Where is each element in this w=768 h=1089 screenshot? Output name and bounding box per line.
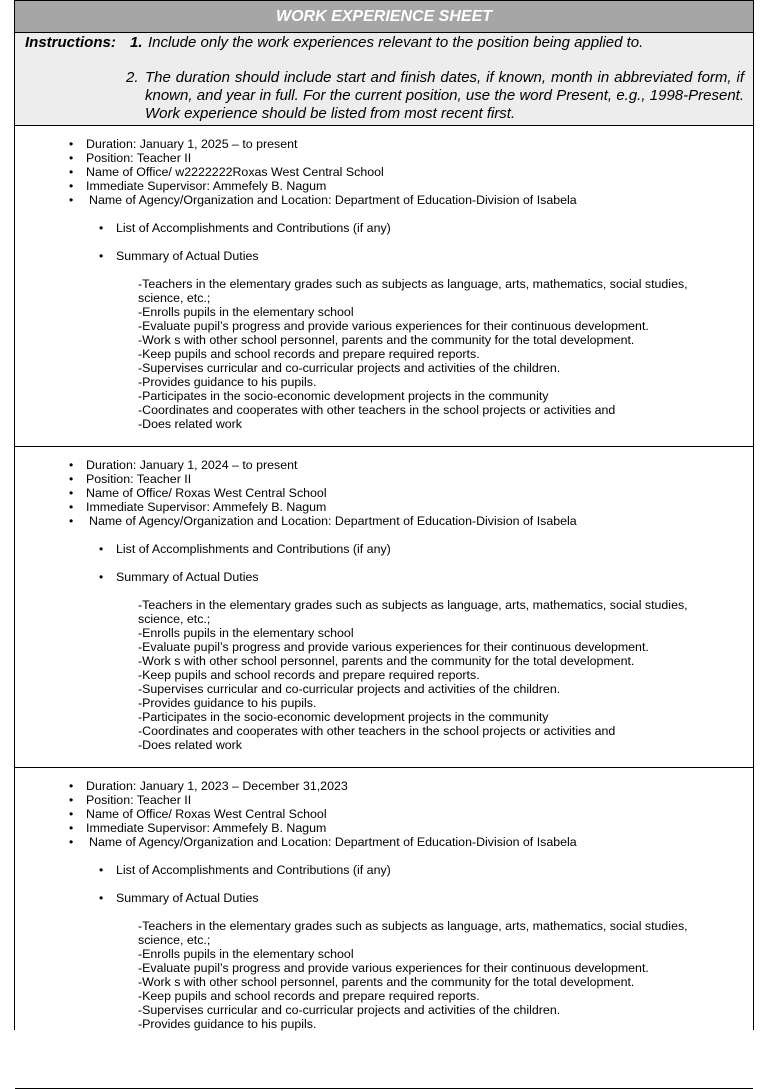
duty-line: -Supervises curricular and co-curricular projects and activities of the children. [138,682,561,696]
bullet-icon: • [69,500,74,515]
duty-line: -Provides guidance to his pupils. [138,696,317,710]
entry-agency: Name of Agency/Organization and Location: Department of Education-Division of Isabela [89,193,577,208]
entry-summary-item [95,249,259,263]
bullet-icon: • [99,863,104,877]
entry-accomplishments-item [95,221,391,235]
instructions-panel [15,33,753,126]
bullet-icon: • [69,807,74,822]
bullet-icon: • [99,221,104,235]
duty-line: -Coordinates and cooperates with other teachers in the school projects or activities and [138,724,616,738]
entry-supervisor-item [66,500,577,514]
duty-line: -Teachers in the elementary grades such as subjects as language, arts, mathematics, social studies, science, etc.; [138,277,688,305]
entry-accomplishments-list [95,221,391,235]
entry-office: Name of Office/ Roxas West Central School [86,486,327,501]
work-experience-entry [15,768,753,1089]
entry-duration-item [66,458,577,472]
entry-accomplishments-label: List of Accomplishments and Contributions (if any) [116,542,391,556]
entry-summary-label: Summary of Actual Duties [116,891,259,905]
entry-agency: Name of Agency/Organization and Location: Department of Education-Division of Isabela [89,514,577,529]
duty-line: -Work s with other school personnel, parents and the community for the total development. [138,333,635,347]
bullet-icon: • [69,151,74,166]
work-experience-sheet [14,0,754,1030]
bullet-icon: • [99,570,104,584]
entry-supervisor-item [66,179,577,193]
work-experience-entry [15,126,753,447]
duty-line: -Supervises curricular and co-curricular projects and activities of the children. [138,1003,561,1017]
bullet-icon: • [69,793,74,808]
duty-line: -Enrolls pupils in the elementary school [138,626,354,640]
sheet-title: WORK EXPERIENCE SHEET [14,0,754,33]
entry-summary-item [95,570,259,584]
entry-position: Position: Teacher II [86,793,192,808]
entry-accomplishments-label: List of Accomplishments and Contributions (if any) [116,863,391,877]
bullet-icon: • [69,193,74,208]
duty-line: -Supervises curricular and co-curricular projects and activities of the children. [138,361,561,375]
duties-list [138,277,728,431]
duty-line: -Evaluate pupil’s progress and provide various experiences for their continuous development. [138,961,649,975]
entry-accomplishments-list [95,542,391,556]
entry-position-item [66,151,577,165]
duty-line: -Provides guidance to his pupils. [138,1017,317,1031]
entry-office-item [66,486,577,500]
bullet-icon: • [69,779,74,793]
entry-office: Name of Office/ w2222222Roxas West Central School [86,165,384,180]
entry-duration-item [66,779,577,793]
entry-position-item [66,472,577,486]
duty-line: -Participates in the socio-economic development projects in the community [138,389,549,403]
bullet-icon: • [69,486,74,501]
duty-line: -Does related work [138,738,242,752]
entry-office-item [66,807,577,821]
entry-accomplishments-label: List of Accomplishments and Contributions (if any) [116,221,391,235]
entry-accomplishments-list [95,863,391,877]
entry-summary-item [95,891,259,905]
bullet-icon: • [69,514,74,529]
entry-position: Position: Teacher II [86,472,192,487]
instruction-text-2: The duration should include start and finish dates, if known, month in abbreviated form, if known, and year in full. For the current position, use the word Present, e.g., 1998-Present. Work experience should be listed from most recent first. [145,69,744,122]
entry-summary-list [95,570,259,584]
bullet-icon: • [99,542,104,556]
duty-line: -Does related work [138,417,242,431]
duties-list [138,919,728,1031]
entry-details-list [66,137,577,207]
entry-agency-item [66,193,577,207]
work-experience-entry [15,447,753,768]
bullet-icon: • [69,458,74,472]
entry-agency-item [66,835,577,849]
entry-summary-list [95,891,259,905]
duty-line: -Participates in the socio-economic development projects in the community [138,710,549,724]
entry-supervisor: Immediate Supervisor: Ammefely B. Nagum [86,179,327,194]
work-experience-entries [15,126,753,1089]
duty-line: -Provides guidance to his pupils. [138,375,317,389]
entry-supervisor: Immediate Supervisor: Ammefely B. Nagum [86,500,327,515]
bullet-icon: • [69,165,74,180]
duty-line: -Keep pupils and school records and prepare required reports. [138,668,480,682]
entry-summary-label: Summary of Actual Duties [116,249,259,263]
entry-summary-label: Summary of Actual Duties [116,570,259,584]
duty-line: -Evaluate pupil’s progress and provide various experiences for their continuous development. [138,640,649,654]
bullet-icon: • [69,179,74,194]
entry-position-item [66,793,577,807]
entry-summary-list [95,249,259,263]
instruction-text-1: Include only the work experiences relevant to the position being applied to. [148,34,644,51]
entry-agency: Name of Agency/Organization and Location: Department of Education-Division of Isabela [89,835,577,850]
instructions-label: Instructions: [25,34,116,51]
duty-line: -Teachers in the elementary grades such as subjects as language, arts, mathematics, social studies, science, etc.; [138,919,688,947]
bullet-icon: • [69,472,74,487]
instruction-number-1: 1. [130,34,143,51]
instruction-number-2: 2. [126,69,139,86]
entry-duration: Duration: January 1, 2024 – to present [86,458,298,472]
bullet-icon: • [69,137,74,151]
duty-line: -Work s with other school personnel, parents and the community for the total development. [138,654,635,668]
bullet-icon: • [69,835,74,850]
duty-line: -Evaluate pupil’s progress and provide various experiences for their continuous development. [138,319,649,333]
entry-supervisor: Immediate Supervisor: Ammefely B. Nagum [86,821,327,836]
duty-line: -Keep pupils and school records and prepare required reports. [138,347,480,361]
entry-details-list [66,458,577,528]
entry-accomplishments-item [95,542,391,556]
duty-line: -Teachers in the elementary grades such as subjects as language, arts, mathematics, social studies, science, etc.; [138,598,688,626]
duties-list [138,598,728,752]
bullet-icon: • [99,891,104,905]
duty-line: -Enrolls pupils in the elementary school [138,947,354,961]
entry-office: Name of Office/ Roxas West Central School [86,807,327,822]
duty-line: -Coordinates and cooperates with other teachers in the school projects or activities and [138,403,616,417]
entry-details-list [66,779,577,849]
bullet-icon: • [69,821,74,836]
entry-supervisor-item [66,821,577,835]
entry-accomplishments-item [95,863,391,877]
duty-line: -Work s with other school personnel, parents and the community for the total development. [138,975,635,989]
entry-duration: Duration: January 1, 2025 – to present [86,137,298,151]
entry-position: Position: Teacher II [86,151,192,166]
duty-line: -Keep pupils and school records and prepare required reports. [138,989,480,1003]
entry-duration-item [66,137,577,151]
entry-duration: Duration: January 1, 2023 – December 31,2023 [86,779,348,793]
bullet-icon: • [99,249,104,263]
duty-line: -Enrolls pupils in the elementary school [138,305,354,319]
entry-office-item [66,165,577,179]
entry-agency-item [66,514,577,528]
